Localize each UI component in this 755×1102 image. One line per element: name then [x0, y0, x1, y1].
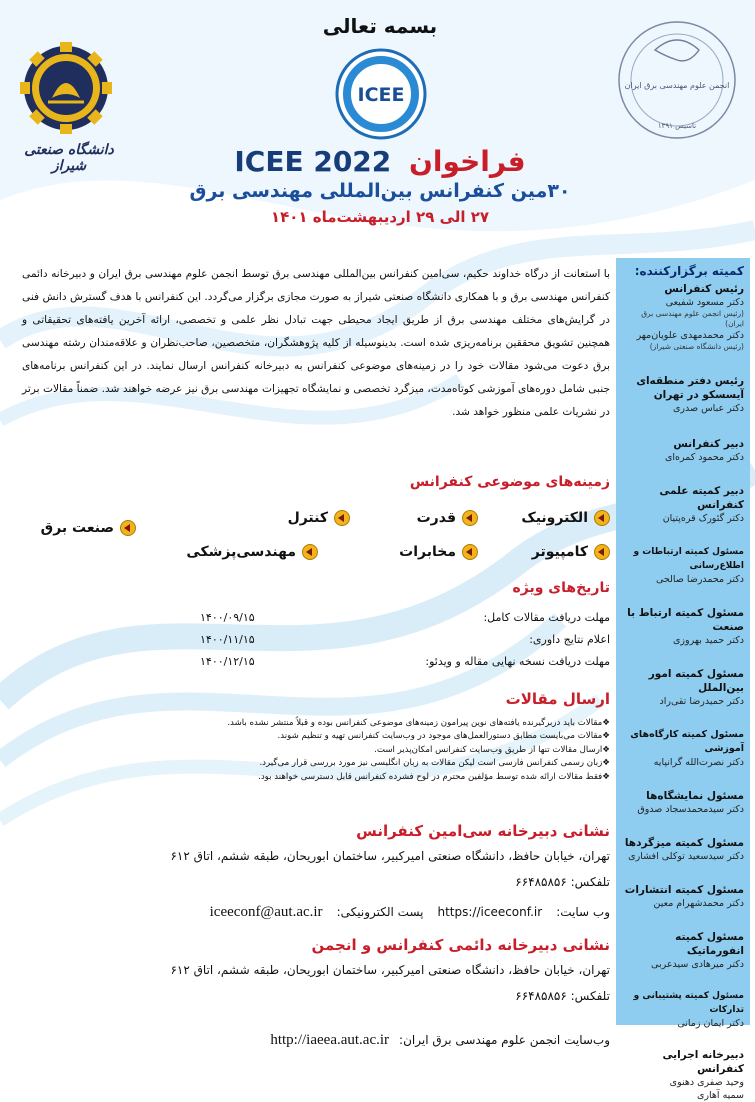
committee-name: دکتر حمید بهروزی — [673, 635, 744, 646]
permanent-tel: تلفکس: ۶۶۴۸۵۸۵۶ — [515, 989, 610, 1003]
university-logo — [14, 36, 124, 186]
committee-name: دکتر میرهادی سیدعربی — [651, 959, 744, 970]
topics-heading: زمینه‌های موضوعی کنفرانس — [409, 474, 610, 490]
date-value: ۱۴۰۰/۱۱/۱۵ — [200, 632, 255, 646]
email-link[interactable]: iceeconf@aut.ac.ir — [209, 904, 323, 920]
title-line — [160, 145, 600, 178]
icee-logo-text: ICEE — [357, 84, 405, 106]
committee-name: دکتر محمدشهرام معین — [653, 898, 744, 909]
topic-item: کامپیوتر — [532, 544, 610, 560]
committee-role: رئیس دفتر منطقه‌ای آیسسکو در تهران — [636, 375, 744, 401]
committee-name: دکتر سیدمحمدسجاد صدوق — [637, 804, 744, 815]
topic-item: مهندسی‌پزشکی — [186, 544, 318, 560]
secretariat-heading: نشانی دبیرخانه سی‌امین کنفرانس — [356, 822, 610, 840]
topic-item: مخابرات — [399, 544, 478, 560]
rule-item: ❖مقالات باید دربرگیرنده یافته‌های نوین پیرامون زمینه‌های موضوعی کنفرانس بوده و قبلاً منتشر نشده باشد. — [227, 718, 610, 728]
committee-block — [622, 606, 744, 647]
committee-name: دکتر گئورک قره‌پتیان — [662, 513, 744, 524]
date-label: اعلام نتایج داوری: — [529, 632, 610, 646]
committee-role: مسئول کمیته ارتباط با صنعت — [627, 607, 744, 633]
committee-name: وحید صفری دهنوی — [669, 1077, 744, 1088]
association-logo-year: تاسیس ۱۳۹۱ — [657, 122, 697, 130]
date-label: مهلت دریافت نسخه نهایی مقاله و ویدئو: — [425, 654, 610, 668]
committee-name: دکتر محمدرضا صالحی — [655, 574, 744, 585]
intro-paragraph: با استعانت از درگاه خداوند حکیم، سی‌امین کنفرانس بین‌المللی مهندسی برق توسط انجمن علوم مهندسی برق ایران و دبیرخانه دائمی کنفرانس مهندسی برق و با همکاری دانشگاه صنعتی شیراز به صورت مجازی برگزار می‌گردد. این کنفرانس با هدف گسترش دانش فنی در گرایش‌های مختلف مهندسی برق از طریق ایجاد محیطی جهت تبادل نظر علمی و تخصصی، ارائه آخرین یافته‌های تحقیقاتی و همچنین تشویق محققین برنامه‌ریزی شده است. بدینوسیله از کلیه پژوهشگران، متخصصین، صاحب‌نظران و علاقه‌مندان رشته مهندسی برق دعوت می‌شود مقالات خود را در زمینه‌های موضوعی کنفرانس به دبیرخانه کنفرانس ارسال نمایند. در این کنفرانس برنامه‌های جنبی شامل دوره‌های آموزشی کوتاه‌مدت، میزگرد تخصصی و نمایشگاه تجهیزات مهندسی برق نیز عرضه خواهند شد. ضمناً مقالات برتر در نشریات علمی منظور خواهد شد. — [22, 268, 610, 418]
committee-block — [622, 484, 744, 525]
arrow-bullet-icon — [120, 520, 136, 536]
committee-affiliation: (رئیس انجمن علوم مهندسی برق ایران) — [641, 309, 744, 328]
permanent-address: تهران، خیابان حافظ، دانشگاه صنعتی امیرکبیر، ساختمان ابوریحان، طبقه ششم، اتاق ۶۱۲ — [170, 963, 610, 977]
committee-role: مسئول کمیته انتشارات — [624, 884, 744, 896]
committee-role: مسئول کمیته پشتیبانی و تدارکات — [633, 991, 744, 1015]
committee-block — [622, 728, 744, 769]
committee-name: دکتر نصرت‌الله گرانپایه — [653, 757, 744, 768]
committee-name: دکتر عباس صدری — [672, 403, 744, 414]
committee-role: مسئول کمیته کارگاه‌های آموزشی — [630, 729, 744, 754]
topic-item: کنترل — [288, 510, 350, 526]
submission-rules — [110, 717, 610, 784]
secretariat-tel: تلفکس: ۶۶۴۸۵۸۵۶ — [515, 875, 610, 889]
date-value: ۱۴۰۰/۱۲/۱۵ — [200, 654, 255, 668]
organizing-committee-sidebar — [616, 258, 750, 1101]
committee-name: دکتر حمیدرضا تقی‌راد — [659, 696, 744, 707]
committee-block — [622, 282, 744, 352]
date-row — [200, 650, 610, 672]
committee-role: دبیرخانه اجرایی کنفرانس — [662, 1049, 744, 1075]
conference-subtitle: ۳۰مین کنفرانس بین‌المللی مهندسی برق — [189, 180, 571, 202]
permanent-secretariat-heading: نشانی دبیرخانه دائمی کنفرانس و انجمن — [311, 936, 610, 954]
date-row — [200, 628, 610, 650]
arrow-bullet-icon — [302, 544, 318, 560]
topic-item: صنعت برق — [41, 520, 136, 536]
secretariat-contact: وب سایت: https://iceeconf.ir پست الکترونیکی: iceeconf@aut.ac.ir — [209, 904, 610, 920]
icee-logo — [335, 48, 427, 140]
besmellah-heading: بسمه تعالی — [322, 14, 438, 38]
association-website-link[interactable]: http://iaeea.aut.ac.ir — [270, 1032, 390, 1048]
association-logo — [595, 10, 745, 150]
conference-title — [160, 145, 600, 226]
tel-number: ۶۶۴۸۵۸۵۶ — [515, 989, 567, 1003]
arrow-bullet-icon — [594, 544, 610, 560]
topics-grid — [18, 510, 610, 580]
committee-block — [622, 374, 744, 415]
important-dates — [200, 606, 610, 672]
rule-item: ❖زبان رسمی کنفرانس فارسی است لیکن مقالات به زبان انگلیسی نیز مورد بررسی قرار می‌گیرد. — [259, 758, 610, 769]
date-value: ۱۴۰۰/۰۹/۱۵ — [200, 610, 255, 624]
rule-item: ❖مقالات می‌بایست مطابق دستورالعمل‌های موجود در وب‌سایت کنفرانس تهیه و تنظیم شوند. — [277, 731, 610, 742]
tel-number: ۶۶۴۸۵۸۵۶ — [515, 875, 567, 889]
committee-block — [622, 437, 744, 464]
title-en: ICEE 2022 — [234, 145, 392, 178]
date-row — [200, 606, 610, 628]
committee-role: مسئول کمیته ارتباطات و اطلاع‌رسانی — [633, 547, 744, 571]
conference-dates: ۲۷ الی ۲۹ اردیبهشت‌ماه ۱۴۰۱ — [270, 208, 490, 226]
committee-name: دکتر سیدسعید توکلی افشاری — [628, 851, 744, 862]
committee-block — [622, 1048, 744, 1102]
committee-role: مسئول کمیته انفورماتیک — [675, 931, 744, 957]
committee-name: دکتر مسعود شفیعی — [665, 297, 744, 308]
committee-role: مسئول نمایشگاه‌ها — [646, 790, 744, 802]
committee-role: دبیر کنفرانس — [673, 438, 744, 450]
rule-item: ❖ارسال مقالات تنها از طریق وب‌سایت کنفرانس امکان‌پذیر است. — [374, 744, 610, 755]
committee-name: دکتر محمدمهدی علویان‌مهر — [636, 330, 744, 341]
association-website: وب‌سایت انجمن علوم مهندسی برق ایران: http://iaeea.aut.ac.ir — [270, 1032, 610, 1048]
website-link[interactable]: https://iceeconf.ir — [437, 905, 543, 919]
association-logo-text: انجمن علوم مهندسی برق ایران — [624, 81, 730, 90]
secretariat-address: تهران، خیابان حافظ، دانشگاه صنعتی امیرکبیر، ساختمان ابوریحان، طبقه ششم، اتاق ۶۱۲ — [170, 849, 610, 863]
committee-affiliation: (رئیس دانشگاه صنعتی شیراز) — [649, 342, 744, 351]
university-logo-caption: دانشگاه صنعتی شیراز — [24, 142, 114, 174]
dates-heading: تاریخ‌های ویژه — [512, 580, 610, 596]
committee-block — [622, 930, 744, 971]
committee-role: مسئول کمیته میزگردها — [624, 837, 744, 849]
arrow-bullet-icon — [462, 510, 478, 526]
committee-name: دکتر ایمان زمانی — [677, 1018, 744, 1029]
committee-role: دبیر کمیته علمی کنفرانس — [659, 485, 744, 511]
topic-item: الکترونیک — [521, 510, 610, 526]
sidebar-heading: کمیته برگزارکننده: — [634, 264, 744, 278]
topic-item: قدرت — [417, 510, 478, 526]
submission-heading: ارسال مقالات — [505, 690, 610, 708]
arrow-bullet-icon — [334, 510, 350, 526]
committee-role: مسئول کمیته امور بین‌الملل — [648, 668, 744, 694]
date-label: مهلت دریافت مقالات کامل: — [483, 610, 610, 624]
committee-block — [622, 836, 744, 863]
committee-role: رئیس کنفرانس — [664, 283, 744, 295]
arrow-bullet-icon — [462, 544, 478, 560]
committee-block — [622, 667, 744, 708]
committee-name: سمیه آهاری — [697, 1090, 744, 1101]
rule-item: ❖فقط مقالات ارائه شده توسط مؤلفین محترم در لوح فشرده کنفرانس قابل دسترسی خواهند بود. — [258, 771, 610, 782]
committee-block — [622, 545, 744, 586]
committee-block — [622, 989, 744, 1030]
committee-name: دکتر محمود کمره‌ای — [664, 452, 744, 463]
committee-block — [622, 789, 744, 816]
title-fa: فراخوان — [409, 145, 526, 178]
arrow-bullet-icon — [594, 510, 610, 526]
committee-block — [622, 883, 744, 910]
